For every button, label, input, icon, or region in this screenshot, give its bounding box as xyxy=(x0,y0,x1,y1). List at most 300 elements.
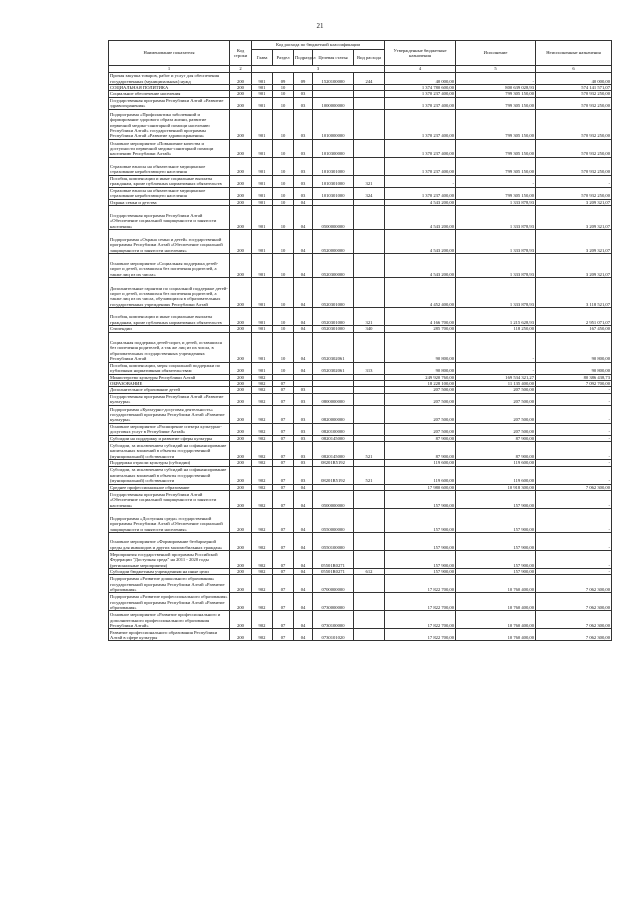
cell-executed: 10 760 400,00 xyxy=(456,593,536,611)
table-row xyxy=(109,423,612,435)
cell-executed: 1 215 628,93 xyxy=(456,308,536,326)
cell-vid xyxy=(354,533,385,551)
cell-name: Субсидии, за исключением субсидий на софинансирование капитальных вложений в объекты государственной (муниципальной) собственности xyxy=(109,442,230,460)
cell-glava: 902 xyxy=(252,393,273,405)
cell-unexecuted: - xyxy=(536,491,612,509)
cell-glava: 901 xyxy=(252,97,273,109)
cell-name: Государственная программа Республики Алтай «Обеспечение социальной защищенности и занятости населения» xyxy=(109,206,230,230)
table-row xyxy=(109,442,612,460)
cell-unexecuted: - xyxy=(536,551,612,569)
cell-name: Основное мероприятие «Социальная поддержка детей-сирот и детей, оставшихся без попечения родителей, а также лиц из их числа» xyxy=(109,254,230,278)
cell-executed: 10 760 400,00 xyxy=(456,629,536,641)
cell-code: 200 xyxy=(230,230,252,254)
cell-vid xyxy=(354,206,385,230)
cell-glava: 902 xyxy=(252,629,273,641)
cell-approved: 17 980 600,00 xyxy=(385,484,456,490)
cell-approved: 285 700,00 xyxy=(385,326,456,332)
cell-code: 200 xyxy=(230,91,252,97)
cell-podrazdel: 04 xyxy=(294,484,313,490)
cell-name: Стипендии xyxy=(109,326,230,332)
cell-approved: - xyxy=(385,175,456,187)
cell-name: Министерство культуры Республики Алтай xyxy=(109,374,230,380)
table-row xyxy=(109,73,612,85)
cell-executed: 157 900,00 xyxy=(456,533,536,551)
cell-razdel: 07 xyxy=(273,381,294,387)
cell-podrazdel: 04 xyxy=(294,254,313,278)
header-target: Целевая статья xyxy=(313,50,354,66)
cell-unexecuted: - xyxy=(536,423,612,435)
cell-executed: 207 500,00 xyxy=(456,405,536,423)
cell-name: СОЦИАЛЬНАЯ ПОЛИТИКА xyxy=(109,85,230,91)
cell-unexecuted: 90 800,00 xyxy=(536,332,612,362)
cell-podrazdel: 03 xyxy=(294,175,313,187)
cell-vid: 340 xyxy=(354,326,385,332)
cell-vid xyxy=(354,278,385,308)
cell-podrazdel: 03 xyxy=(294,405,313,423)
cell-approved: 90 800,00 xyxy=(385,362,456,374)
cell-code: 200 xyxy=(230,381,252,387)
cell-unexecuted: 40 000,00 xyxy=(536,73,612,85)
cell-name: Основное мероприятие «Развитие профессионального и дополнительного профессионального образования Республики Алтай» xyxy=(109,611,230,629)
cell-vid xyxy=(354,230,385,254)
cell-unexecuted: 7 062 300,00 xyxy=(536,484,612,490)
cell-target: 0500000000 xyxy=(313,491,354,509)
cell-vid: 521 xyxy=(354,466,385,484)
cell-razdel: 07 xyxy=(273,460,294,466)
cell-glava: 902 xyxy=(252,423,273,435)
cell-approved: 157 900,00 xyxy=(385,533,456,551)
cell-unexecuted: - xyxy=(536,442,612,460)
table-row xyxy=(109,575,612,593)
cell-executed: - xyxy=(456,332,536,362)
cell-unexecuted: 7 062 300,00 xyxy=(536,593,612,611)
cell-razdel: 10 xyxy=(273,199,294,205)
cell-unexecuted: 570 932 250,00 xyxy=(536,91,612,97)
col-num: 6 xyxy=(536,66,612,73)
cell-podrazdel: 04 xyxy=(294,593,313,611)
cell-target: 05501R0271 xyxy=(313,569,354,575)
cell-executed: 157 900,00 xyxy=(456,569,536,575)
cell-vid xyxy=(354,157,385,175)
table-row xyxy=(109,466,612,484)
cell-vid xyxy=(354,509,385,533)
header-code: Код строки xyxy=(230,41,252,66)
cell-approved: 1 370 237 400,00 xyxy=(385,187,456,199)
cell-vid xyxy=(354,97,385,109)
cell-podrazdel: 03 xyxy=(294,109,313,139)
cell-unexecuted: 80 386 438,73 xyxy=(536,374,612,380)
cell-name: Мероприятия государственной программы Российской Федерации "Доступная среда" на 2011 - 2020 годы (региональные мероприятия) xyxy=(109,551,230,569)
cell-razdel: 07 xyxy=(273,442,294,460)
cell-target: 0820100000 xyxy=(313,423,354,435)
cell-razdel: 07 xyxy=(273,484,294,490)
cell-approved: 17 822 700,00 xyxy=(385,629,456,641)
cell-razdel: 10 xyxy=(273,97,294,109)
table-body xyxy=(109,73,612,641)
header-vid: Вид расхода xyxy=(354,50,385,66)
cell-name: Социальное обеспечение населения xyxy=(109,91,230,97)
cell-glava: 902 xyxy=(252,491,273,509)
cell-unexecuted: - xyxy=(536,569,612,575)
cell-executed: 1 333 878,93 xyxy=(456,199,536,205)
cell-razdel: 10 xyxy=(273,308,294,326)
cell-glava: 902 xyxy=(252,551,273,569)
cell-unexecuted: - xyxy=(536,387,612,393)
cell-glava: 901 xyxy=(252,73,273,85)
cell-glava: 901 xyxy=(252,254,273,278)
cell-approved: 1 370 237 400,00 xyxy=(385,139,456,157)
cell-approved: 207 500,00 xyxy=(385,423,456,435)
cell-unexecuted: 574 141 571,07 xyxy=(536,85,612,91)
header-name: Наименование показателя xyxy=(109,41,230,66)
cell-glava: 902 xyxy=(252,611,273,629)
cell-unexecuted: 570 932 250,00 xyxy=(536,97,612,109)
cell-vid xyxy=(354,109,385,139)
cell-vid: 612 xyxy=(354,569,385,575)
cell-target: 1010301000 xyxy=(313,157,354,175)
cell-code: 200 xyxy=(230,362,252,374)
cell-vid: 321 xyxy=(354,175,385,187)
cell-code: 200 xyxy=(230,374,252,380)
cell-razdel: 07 xyxy=(273,491,294,509)
cell-approved: 17 822 700,00 xyxy=(385,611,456,629)
cell-name: Среднее профессиональное образование xyxy=(109,484,230,490)
cell-name: Дополнительное образование детей xyxy=(109,387,230,393)
cell-razdel: 10 xyxy=(273,362,294,374)
cell-unexecuted: - xyxy=(536,175,612,187)
cell-target: 1010300000 xyxy=(313,139,354,157)
cell-executed: 799 305 150,00 xyxy=(456,139,536,157)
cell-target: 1520100000 xyxy=(313,73,354,85)
cell-podrazdel: 03 xyxy=(294,97,313,109)
cell-podrazdel: 03 xyxy=(294,387,313,393)
cell-code: 200 xyxy=(230,575,252,593)
cell-vid xyxy=(354,551,385,569)
cell-code: 200 xyxy=(230,484,252,490)
cell-podrazdel: 04 xyxy=(294,509,313,533)
cell-podrazdel: 03 xyxy=(294,393,313,405)
cell-name: Подпрограмма «Профилактика заболеваний и формирование здорового образа жизни, развитие первичной медико-санитарной помощи населению Республики Алтай» государственной программы Республики Алтай «Развитие здравоохранения» xyxy=(109,109,230,139)
cell-approved: 157 900,00 xyxy=(385,491,456,509)
cell-executed: 1 333 878,93 xyxy=(456,254,536,278)
cell-razdel: 07 xyxy=(273,569,294,575)
cell-executed: 799 305 150,00 xyxy=(456,91,536,97)
cell-name: Подпрограмма «Доступная среда» государственной программы Республики Алтай «Обеспечение социальной защищенности и занятости населения» xyxy=(109,509,230,533)
cell-code: 200 xyxy=(230,175,252,187)
cell-name: Подпрограмма «Развитие профессионального образования» государственной программы Республики Алтай «Развитие образования» xyxy=(110,594,228,611)
cell-executed: 207 500,00 xyxy=(456,393,536,405)
cell-name: Пособия, компенсации и иные социальные выплаты гражданам, кроме публичных нормативных обязательств xyxy=(109,175,230,187)
cell-name: Прочая закупка товаров, работ и услуг для обеспечения государственных (муниципальных) нужд xyxy=(109,73,230,85)
cell-name: Государственная программа Республики Алтай «Развитие здравоохранения» xyxy=(109,97,230,109)
cell-code: 200 xyxy=(230,139,252,157)
header-glava: Глава xyxy=(252,50,273,66)
cell-code: 200 xyxy=(230,73,252,85)
cell-vid: 324 xyxy=(354,187,385,199)
cell-target: 0520302061 xyxy=(313,362,354,374)
cell-target: 1010301000 xyxy=(313,187,354,199)
cell-glava: 902 xyxy=(252,442,273,460)
cell-code: 200 xyxy=(230,405,252,423)
header-approved: Утвержденные бюджетные назначения xyxy=(385,41,456,66)
cell-glava: 901 xyxy=(252,332,273,362)
cell-podrazdel: 03 xyxy=(294,435,313,441)
cell-glava: 902 xyxy=(252,460,273,466)
cell-target: 0520302061 xyxy=(313,332,354,362)
cell-razdel: 10 xyxy=(273,206,294,230)
cell-glava: 901 xyxy=(252,308,273,326)
cell-glava: 902 xyxy=(252,593,273,611)
table-row xyxy=(109,230,612,254)
cell-podrazdel: 03 xyxy=(294,157,313,175)
cell-target: 0820000000 xyxy=(313,405,354,423)
cell-podrazdel: 04 xyxy=(294,575,313,593)
cell-code: 200 xyxy=(230,509,252,533)
cell-target: 0520301000 xyxy=(313,308,354,326)
cell-code: 200 xyxy=(230,206,252,230)
cell-razdel: 10 xyxy=(273,175,294,187)
cell-podrazdel: 04 xyxy=(294,629,313,641)
cell-approved: 207 500,00 xyxy=(385,387,456,393)
cell-unexecuted: 90 800,00 xyxy=(536,362,612,374)
cell-executed: 800 639 028,93 xyxy=(456,85,536,91)
cell-unexecuted: 7 062 300,00 xyxy=(536,629,612,641)
cell-executed: 1 333 878,93 xyxy=(456,230,536,254)
cell-glava: 901 xyxy=(252,206,273,230)
cell-name: Дополнительные гарантии по социальной поддержке детей-сирот и детей, оставшихся без попечения родителей, а также лиц из их числа, обучающихся в образовательных государственных учреждениях Республики Алтай xyxy=(109,278,230,308)
cell-vid xyxy=(354,393,385,405)
cell-vid xyxy=(354,405,385,423)
cell-razdel: 07 xyxy=(273,533,294,551)
cell-unexecuted: 570 932 250,00 xyxy=(536,157,612,175)
cell-target: 0520300000 xyxy=(313,254,354,278)
cell-code: 200 xyxy=(230,85,252,91)
cell-glava: 902 xyxy=(252,387,273,393)
cell-approved: 1 374 780 600,00 xyxy=(385,85,456,91)
cell-executed: 118 250,00 xyxy=(456,326,536,332)
cell-razdel: 07 xyxy=(273,435,294,441)
table-row xyxy=(109,332,612,362)
cell-code: 200 xyxy=(230,387,252,393)
cell-vid xyxy=(354,254,385,278)
cell-glava: 901 xyxy=(252,362,273,374)
cell-code: 200 xyxy=(230,109,252,139)
cell-executed: 1 333 878,93 xyxy=(456,206,536,230)
cell-podrazdel: 03 xyxy=(294,187,313,199)
cell-glava: 901 xyxy=(252,157,273,175)
cell-approved: 119 600,00 xyxy=(385,466,456,484)
cell-target: 0520000000 xyxy=(313,230,354,254)
col-num: 4 xyxy=(385,66,456,73)
cell-vid xyxy=(354,611,385,629)
cell-code: 200 xyxy=(230,611,252,629)
table-row xyxy=(109,109,612,139)
cell-executed: 10 760 400,00 xyxy=(456,611,536,629)
table-row xyxy=(109,362,612,374)
cell-podrazdel: 04 xyxy=(294,326,313,332)
cell-target: 0520301000 xyxy=(313,326,354,332)
cell-target: 0520301000 xyxy=(313,278,354,308)
cell-razdel: 10 xyxy=(273,230,294,254)
cell-target: 05501R0271 xyxy=(313,551,354,569)
cell-vid: 521 xyxy=(354,442,385,460)
cell-unexecuted: - xyxy=(536,466,612,484)
cell-glava: 901 xyxy=(252,326,273,332)
cell-executed: 169 534 321,27 xyxy=(456,374,536,380)
cell-razdel: 07 xyxy=(273,611,294,629)
cell-glava: 901 xyxy=(252,199,273,205)
table-row xyxy=(109,405,612,423)
cell-podrazdel: 03 xyxy=(294,91,313,97)
cell-code: 200 xyxy=(230,187,252,199)
cell-razdel: 07 xyxy=(273,387,294,393)
cell-glava: 901 xyxy=(252,230,273,254)
cell-unexecuted: 570 932 250,00 xyxy=(536,187,612,199)
col-num: 3 xyxy=(252,66,385,73)
cell-name: Государственная программа Республики Алтай «Обеспечение социальной защищенности и занятости населения» xyxy=(109,491,230,509)
cell-podrazdel: 04 xyxy=(294,332,313,362)
cell-executed: 10 918 300,00 xyxy=(456,484,536,490)
table-row xyxy=(109,611,612,629)
cell-code: 200 xyxy=(230,254,252,278)
cell-approved: 1 370 237 400,00 xyxy=(385,97,456,109)
table-row xyxy=(109,629,612,641)
cell-podrazdel: 04 xyxy=(294,278,313,308)
cell-unexecuted: 7 062 300,00 xyxy=(536,611,612,629)
cell-approved: 4 543 200,00 xyxy=(385,254,456,278)
cell-code: 200 xyxy=(230,435,252,441)
cell-podrazdel: 04 xyxy=(294,551,313,569)
cell-name: Субсидии на поддержку и развитие сферы культуры xyxy=(109,435,230,441)
cell-approved: 40 000,00 xyxy=(385,73,456,85)
cell-target: 0550100000 xyxy=(313,533,354,551)
header-razdel: Раздел xyxy=(273,50,294,66)
cell-vid: 244 xyxy=(354,73,385,85)
cell-approved: 90 800,00 xyxy=(385,332,456,362)
cell-name: ОБРАЗОВАНИЕ xyxy=(109,381,230,387)
cell-vid: 321 xyxy=(354,308,385,326)
cell-razdel: 10 xyxy=(273,332,294,362)
table-row xyxy=(109,187,612,199)
cell-glava: 901 xyxy=(252,175,273,187)
cell-glava: 901 xyxy=(252,91,273,97)
cell-target: 0730000000 xyxy=(313,593,354,611)
cell-unexecuted: - xyxy=(536,509,612,533)
cell-unexecuted: 2 951 071,07 xyxy=(536,308,612,326)
cell-approved: 207 500,00 xyxy=(385,405,456,423)
cell-target: 08201R5192 xyxy=(313,466,354,484)
cell-glava: 902 xyxy=(252,374,273,380)
cell-target: 1000000000 xyxy=(313,97,354,109)
cell-name: Развитие профессионального образования Республики Алтай в сфере культуры xyxy=(109,629,230,641)
cell-code: 200 xyxy=(230,278,252,308)
cell-code: 200 xyxy=(230,326,252,332)
cell-glava: 902 xyxy=(252,381,273,387)
header-budget-class: Код расхода по бюджетной классификации xyxy=(252,41,385,50)
cell-executed: 157 900,00 xyxy=(456,491,536,509)
cell-executed: 207 500,00 xyxy=(456,423,536,435)
cell-vid xyxy=(354,332,385,362)
cell-podrazdel: 04 xyxy=(294,230,313,254)
cell-code: 200 xyxy=(230,629,252,641)
cell-approved: 87 900,00 xyxy=(385,435,456,441)
cell-razdel: 10 xyxy=(273,157,294,175)
cell-glava: 902 xyxy=(252,533,273,551)
cell-razdel: 07 xyxy=(273,393,294,405)
cell-vid xyxy=(354,423,385,435)
cell-glava: 902 xyxy=(252,509,273,533)
table-row xyxy=(109,139,612,157)
cell-code: 200 xyxy=(230,569,252,575)
cell-podrazdel: 04 xyxy=(294,491,313,509)
table-row xyxy=(109,175,612,187)
table-row xyxy=(109,491,612,509)
cell-razdel: 10 xyxy=(273,109,294,139)
cell-code: 200 xyxy=(230,332,252,362)
cell-glava: 901 xyxy=(252,85,273,91)
cell-executed: 799 305 150,00 xyxy=(456,97,536,109)
cell-executed: 799 305 150,00 xyxy=(456,109,536,139)
cell-executed: 157 900,00 xyxy=(456,551,536,569)
cell-glava: 901 xyxy=(252,109,273,139)
cell-target: 0800000000 xyxy=(313,393,354,405)
header-unexecuted: Неисполненные назначения xyxy=(536,41,612,66)
cell-vid: 313 xyxy=(354,362,385,374)
cell-podrazdel: 04 xyxy=(294,569,313,575)
cell-approved: 17 822 700,00 xyxy=(385,575,456,593)
cell-code: 200 xyxy=(230,423,252,435)
page-number: 21 xyxy=(316,22,324,30)
cell-name: Основное мероприятие «Повышение качества и доступности первичной медико-санитарной помощи населению Республики Алтай» xyxy=(109,139,230,157)
cell-code: 200 xyxy=(230,393,252,405)
cell-approved: 249 920 760,00 xyxy=(385,374,456,380)
cell-unexecuted: - xyxy=(536,533,612,551)
cell-approved: 4 452 400,00 xyxy=(385,278,456,308)
cell-unexecuted: 167 450,00 xyxy=(536,326,612,332)
table-row xyxy=(109,206,612,230)
cell-unexecuted: - xyxy=(536,460,612,466)
cell-podrazdel: 03 xyxy=(294,466,313,484)
cell-target: 0550000000 xyxy=(313,509,354,533)
cell-code: 200 xyxy=(230,491,252,509)
cell-glava: 902 xyxy=(252,405,273,423)
cell-podrazdel: 03 xyxy=(294,442,313,460)
cell-razdel: 10 xyxy=(273,326,294,332)
cell-unexecuted: 3 209 321,07 xyxy=(536,206,612,230)
cell-approved: 157 900,00 xyxy=(385,509,456,533)
cell-podrazdel: 04 xyxy=(294,308,313,326)
cell-glava: 902 xyxy=(252,484,273,490)
cell-approved: 157 900,00 xyxy=(385,569,456,575)
cell-target: 08201R5192 xyxy=(313,460,354,466)
cell-approved: 1 370 237 400,00 xyxy=(385,109,456,139)
cell-unexecuted: - xyxy=(536,435,612,441)
cell-name: Государственная программа Республики Алтай «Развитие культуры» xyxy=(109,393,230,405)
budget-table xyxy=(108,40,612,641)
table-row xyxy=(109,157,612,175)
cell-executed: 1 333 878,93 xyxy=(456,278,536,308)
cell-name: Пособия, компенсации, меры социальной поддержки по публичным нормативным обязательствам xyxy=(109,362,230,374)
table-row xyxy=(109,551,612,569)
cell-name: Подпрограмма «Культурно-досуговая деятельность» государственной программы Республики Алтай «Развитие культуры» xyxy=(109,405,230,423)
cell-target: 0820145000 xyxy=(313,442,354,460)
cell-vid xyxy=(354,139,385,157)
cell-name: Социальная поддержка детей-сирот, и детей, оставшихся без попечения родителей, а так же лиц из их числа, в образовательных государственных учреждениях Республики Алтай xyxy=(109,332,230,362)
cell-code: 200 xyxy=(230,593,252,611)
cell-razdel: 09 xyxy=(273,73,294,85)
cell-code: 200 xyxy=(230,533,252,551)
cell-executed: 157 900,00 xyxy=(456,509,536,533)
